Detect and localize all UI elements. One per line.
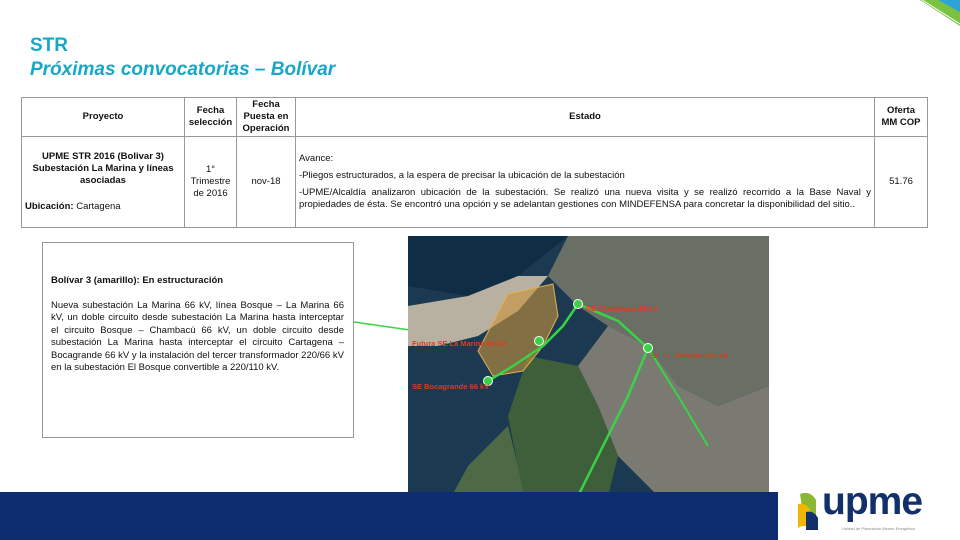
description-body: Nueva subestación La Marina 66 kV, línea Bosque – La Marina 66 kV, un doble circuito desde subestación La Marina hasta interceptar el circuito Bosque – Chambacú 66 kV, un doble circuito desde subestación La Marina hasta interceptar el circuito Cartagena – Bocagrande 66 kV y la instalación del tercer transformador 220/66 kV en la subestación El Bosque convertible a 220/110 kV. [51,299,344,373]
map-node-la-marina [535,337,544,346]
map-label-el-bosque: SE EL Bosque 220 kV [651,351,728,360]
slide-title [30,34,335,82]
header-proyecto: Proyecto [22,98,185,137]
ubicacion-value: Cartagena [76,201,121,212]
title-line-1: STR [30,35,68,56]
ubicacion-label: Ubicación: [25,201,74,212]
project-table [21,97,928,228]
cell-fecha-puesta: nov-18 [237,137,296,228]
cell-fecha-seleccion: 1° Trimestre de 2016 [185,137,237,228]
cell-proyecto [22,137,185,228]
map-label-bocagrande: SE Bocagrande 66 kV [412,382,490,391]
avance-item-1: -Pliegos estructurados, a la espera de precisar la ubicación de la subestación [299,170,625,181]
header-fecha-puesta: Fecha Puesta en Operación [237,98,296,137]
header-oferta: Oferta MM COP [875,98,928,137]
header-estado: Estado [296,98,875,137]
upme-logo-subtitle: Unidad de Planeación Minero Energética [842,526,915,531]
map-label-chambacu: SE Chambacu 66 kV [586,304,659,313]
upme-logo-mark-icon [796,490,822,530]
map-label-la-marina: Futura SE La Marina 66 kV [412,339,507,348]
upme-logo [778,480,960,540]
table-row [22,137,928,228]
title-line-2: Próximas convocatorias – Bolívar [30,59,336,80]
upme-logo-text: upme [822,480,923,523]
cell-oferta: 51.76 [875,137,928,228]
description-heading: Bolívar 3 (amarillo): En estructuración [51,275,224,286]
proyecto-name: UPME STR 2016 (Bolivar 3) Subestación La Marina y líneas asociadas [32,151,174,186]
corner-decoration [910,0,960,28]
avance-label: Avance: [299,153,334,164]
map-node-chambacu [574,300,583,309]
table-header-row [22,98,928,137]
ubicacion [25,201,181,213]
header-fecha-seleccion: Fecha selección [185,98,237,137]
description-box [42,242,354,438]
avance-item-2: -UPME/Alcaldía analizaron ubicación de la subestación. Se realizó una nueva visita y se realizó recorrido a la Base Naval y propiedades de ésta. Se encontró una opción y se adelantan gestiones con MINDEFENSA para concretar la disponibilidad del sitio.. [299,187,871,210]
cell-estado [296,137,875,228]
